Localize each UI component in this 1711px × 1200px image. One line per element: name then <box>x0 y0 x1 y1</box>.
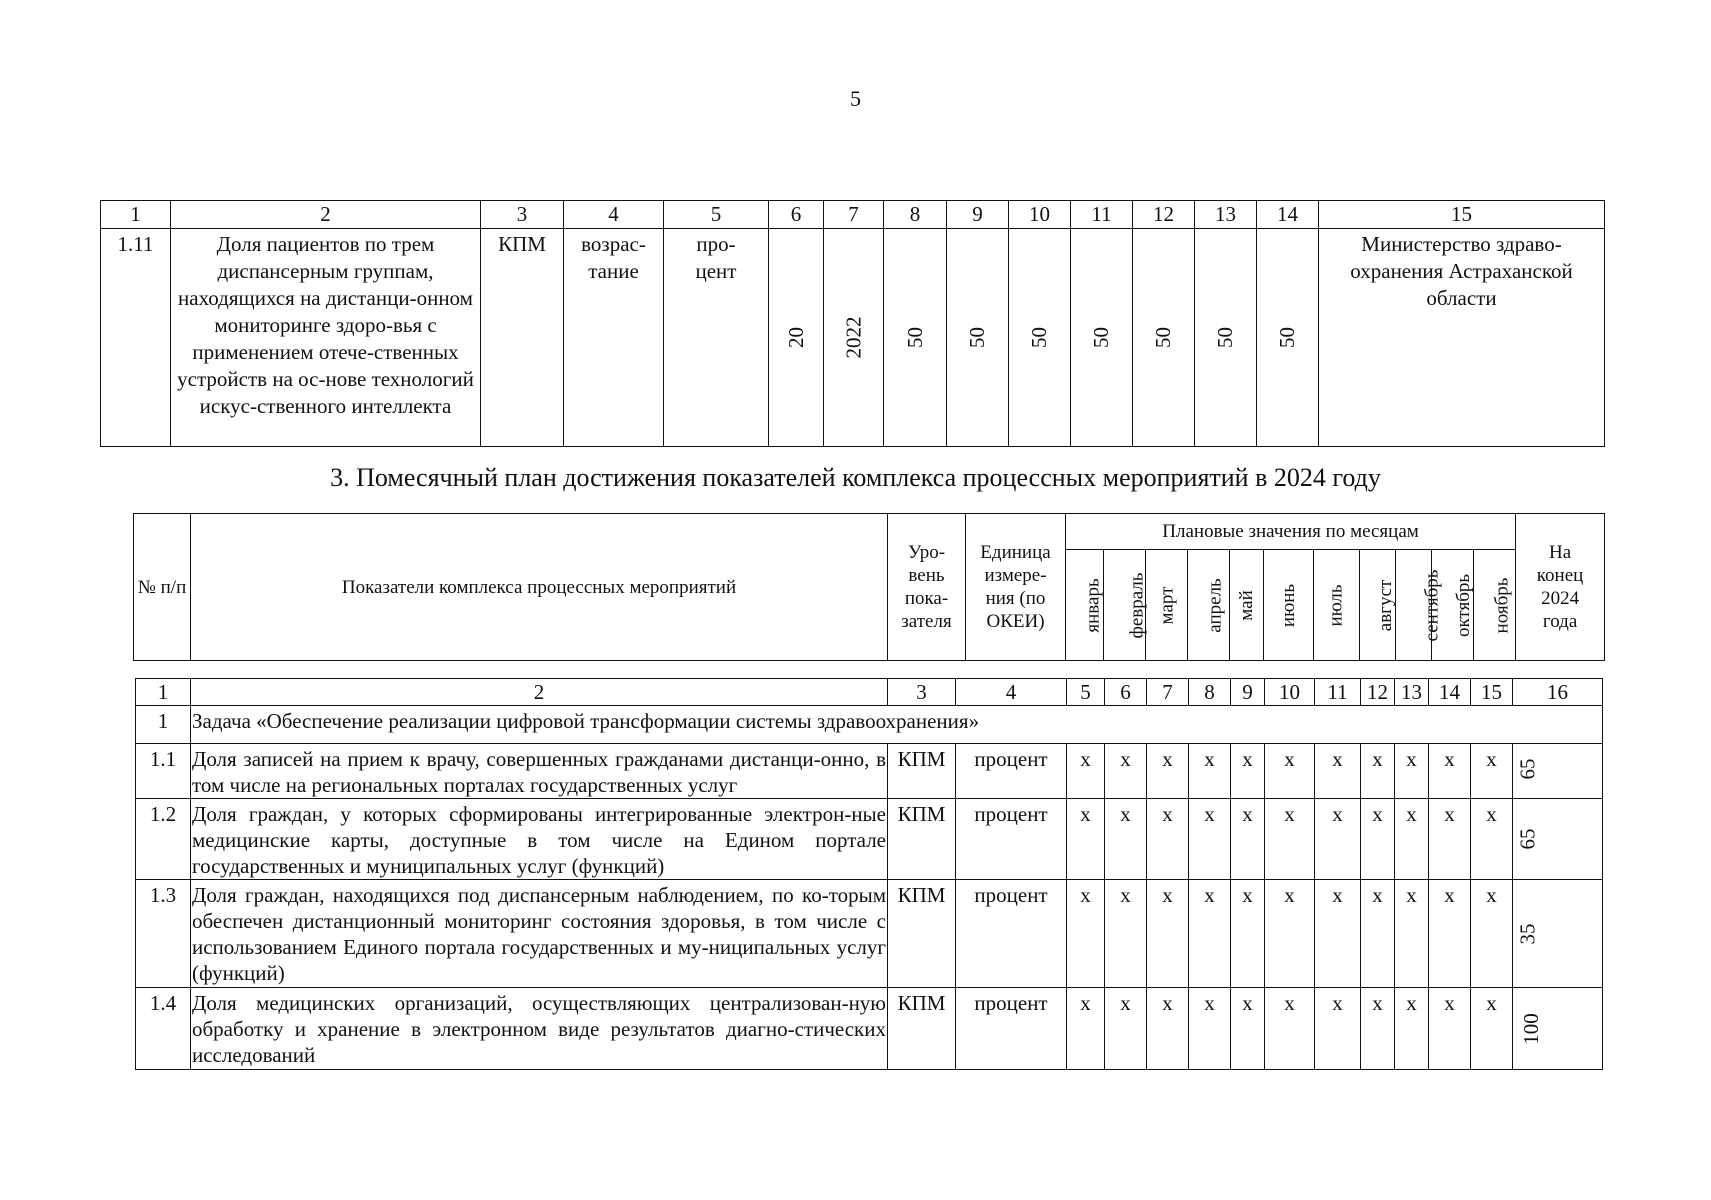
month-value: x <box>1105 744 1147 799</box>
month-value: x <box>1231 744 1265 799</box>
indicator-unit: процент <box>956 988 1067 1070</box>
target-value: 50 <box>947 229 1009 447</box>
indicator-level: КПМ <box>888 799 956 880</box>
month-value: x <box>1361 744 1395 799</box>
month-value: x <box>1067 880 1105 988</box>
month-header: ноябрь <box>1474 550 1516 661</box>
month-header: январь <box>1066 550 1104 661</box>
header-number: № п/п <box>134 514 191 661</box>
col-number: 6 <box>1105 679 1147 706</box>
indicator-name: Доля медицинских организаций, осуществляющих централизован-ную обработку и хранение в электронном виде результатов диагно-стических исследований <box>191 988 888 1070</box>
month-value: x <box>1395 799 1429 880</box>
col-number: 1 <box>101 201 171 229</box>
month-value: x <box>1315 744 1361 799</box>
month-value: x <box>1315 799 1361 880</box>
header-indicators: Показатели комплекса процессных мероприятий <box>191 514 888 661</box>
indicator-level: КПМ <box>888 880 956 988</box>
indicator-unit: процент <box>956 880 1067 988</box>
month-value: x <box>1265 744 1315 799</box>
table-row <box>101 229 1605 447</box>
table-row <box>136 988 1603 1070</box>
month-value: x <box>1231 880 1265 988</box>
col-number: 15 <box>1319 201 1605 229</box>
indicator-unit: процент <box>956 799 1067 880</box>
month-value: x <box>1189 988 1231 1070</box>
table-row <box>136 880 1603 988</box>
indicator-name: Доля граждан, находящихся под диспансерным наблюдением, по ко-торым обеспечен дистанционный мониторинг состояния здоровья, в том числе с использованием Единого портала государственных и му-ниципальных услуг (функций) <box>191 880 888 988</box>
month-value: x <box>1231 799 1265 880</box>
col-number: 6 <box>769 201 824 229</box>
col-number: 16 <box>1513 679 1603 706</box>
month-value: x <box>1429 988 1471 1070</box>
month-header: апрель <box>1188 550 1230 661</box>
month-value: x <box>1265 799 1315 880</box>
month-value: x <box>1105 988 1147 1070</box>
col-number: 14 <box>1257 201 1319 229</box>
month-header: март <box>1146 550 1188 661</box>
month-value: x <box>1189 880 1231 988</box>
month-value: x <box>1231 988 1265 1070</box>
month-header: май <box>1230 550 1264 661</box>
header-plan: Плановые значения по месяцам <box>1066 514 1516 550</box>
col-number: 1 <box>136 679 191 706</box>
month-value: x <box>1429 880 1471 988</box>
end-of-year-value: 65 <box>1513 799 1603 880</box>
col-number: 3 <box>888 679 956 706</box>
indicator-level: КПМ <box>481 229 564 447</box>
base-value: 20 <box>769 229 824 447</box>
monthly-plan-table <box>135 678 1603 1070</box>
month-value: x <box>1147 880 1189 988</box>
month-value: x <box>1147 744 1189 799</box>
month-value: x <box>1471 744 1513 799</box>
header-end-of-year: На конец 2024 года <box>1516 514 1605 661</box>
col-number: 7 <box>824 201 884 229</box>
month-value: x <box>1315 988 1361 1070</box>
month-header: сентябрь <box>1396 550 1432 661</box>
indicator-name: Доля граждан, у которых сформированы интегрированные электрон-ные медицинские карты, доступные в том числе на Едином портале государственных и муниципальных услуг (функций) <box>191 799 888 880</box>
column-number-row <box>101 201 1605 229</box>
target-value: 50 <box>1133 229 1195 447</box>
col-number: 5 <box>664 201 769 229</box>
month-value: x <box>1395 880 1429 988</box>
month-value: x <box>1189 744 1231 799</box>
col-number: 4 <box>564 201 664 229</box>
target-value: 50 <box>884 229 947 447</box>
month-value: x <box>1361 799 1395 880</box>
month-value: x <box>1395 744 1429 799</box>
row-number: 1.1 <box>136 744 191 799</box>
col-number: 9 <box>947 201 1009 229</box>
month-header: октябрь <box>1432 550 1474 661</box>
month-value: x <box>1471 880 1513 988</box>
col-number: 12 <box>1133 201 1195 229</box>
col-number: 10 <box>1265 679 1315 706</box>
month-value: x <box>1265 880 1315 988</box>
end-of-year-value: 65 <box>1513 744 1603 799</box>
month-header: февраль <box>1104 550 1146 661</box>
col-number: 13 <box>1395 679 1429 706</box>
indicator-level: КПМ <box>888 744 956 799</box>
task-text: Задача «Обеспечение реализации цифровой трансформации системы здравоохранения» <box>191 706 1603 744</box>
indicator-unit: про-цент <box>664 229 769 447</box>
month-value: x <box>1395 988 1429 1070</box>
col-number: 13 <box>1195 201 1257 229</box>
month-value: x <box>1471 988 1513 1070</box>
indicator-unit: процент <box>956 744 1067 799</box>
month-header: август <box>1360 550 1396 661</box>
task-row <box>136 706 1603 744</box>
month-header: июль <box>1314 550 1360 661</box>
base-year: 2022 <box>824 229 884 447</box>
month-value: x <box>1315 880 1361 988</box>
page-number: 5 <box>850 86 861 111</box>
end-of-year-value: 100 <box>1513 988 1603 1070</box>
month-value: x <box>1361 880 1395 988</box>
month-value: x <box>1361 988 1395 1070</box>
month-value: x <box>1429 744 1471 799</box>
month-value: x <box>1265 988 1315 1070</box>
month-value: x <box>1429 799 1471 880</box>
indicators-table-continued <box>100 200 1605 447</box>
target-value: 50 <box>1071 229 1133 447</box>
monthly-plan-header <box>133 513 1605 661</box>
col-number: 11 <box>1071 201 1133 229</box>
month-value: x <box>1105 799 1147 880</box>
col-number: 3 <box>481 201 564 229</box>
section-title: 3. Помесячный план достижения показателей комплекса процессных мероприятий в 2024 году <box>330 463 1381 492</box>
col-number: 15 <box>1471 679 1513 706</box>
column-number-row <box>136 679 1603 706</box>
indicator-name: Доля записей на прием к врачу, совершенных гражданами дистанци-онно, в том числе на региональных порталах государственных услуг <box>191 744 888 799</box>
col-number: 8 <box>884 201 947 229</box>
col-number: 5 <box>1067 679 1105 706</box>
row-number: 1.2 <box>136 799 191 880</box>
table-row <box>136 799 1603 880</box>
row-number: 1.11 <box>101 229 171 447</box>
row-number: 1.4 <box>136 988 191 1070</box>
indicator-name: Доля пациентов по трем диспансерным группам, находящихся на дистанци-онном мониторинге здоро-вья с применением отече-ственных устройств на ос-нове технологий искус-ственного интеллекта <box>171 229 481 447</box>
target-value: 50 <box>1009 229 1071 447</box>
col-number: 2 <box>171 201 481 229</box>
header-unit: Единица измере-ния (по ОКЕИ) <box>966 514 1066 661</box>
col-number: 14 <box>1429 679 1471 706</box>
month-value: x <box>1147 799 1189 880</box>
col-number: 10 <box>1009 201 1071 229</box>
responsible-body: Министерство здраво-охранения Астраханской области <box>1319 229 1605 447</box>
target-value: 50 <box>1257 229 1319 447</box>
target-value: 50 <box>1195 229 1257 447</box>
col-number: 11 <box>1315 679 1361 706</box>
month-value: x <box>1471 799 1513 880</box>
month-value: x <box>1067 799 1105 880</box>
month-value: x <box>1147 988 1189 1070</box>
month-header: июнь <box>1264 550 1314 661</box>
indicator-direction: возрас-тание <box>564 229 664 447</box>
col-number: 9 <box>1231 679 1265 706</box>
col-number: 2 <box>191 679 888 706</box>
indicator-level: КПМ <box>888 988 956 1070</box>
month-value: x <box>1067 744 1105 799</box>
col-number: 4 <box>956 679 1067 706</box>
end-of-year-value: 35 <box>1513 880 1603 988</box>
month-value: x <box>1105 880 1147 988</box>
table-row <box>136 744 1603 799</box>
col-number: 8 <box>1189 679 1231 706</box>
row-number: 1.3 <box>136 880 191 988</box>
task-number: 1 <box>136 706 191 744</box>
col-number: 12 <box>1361 679 1395 706</box>
month-value: x <box>1067 988 1105 1070</box>
header-level: Уро-вень пока-зателя <box>888 514 966 661</box>
month-value: x <box>1189 799 1231 880</box>
col-number: 7 <box>1147 679 1189 706</box>
